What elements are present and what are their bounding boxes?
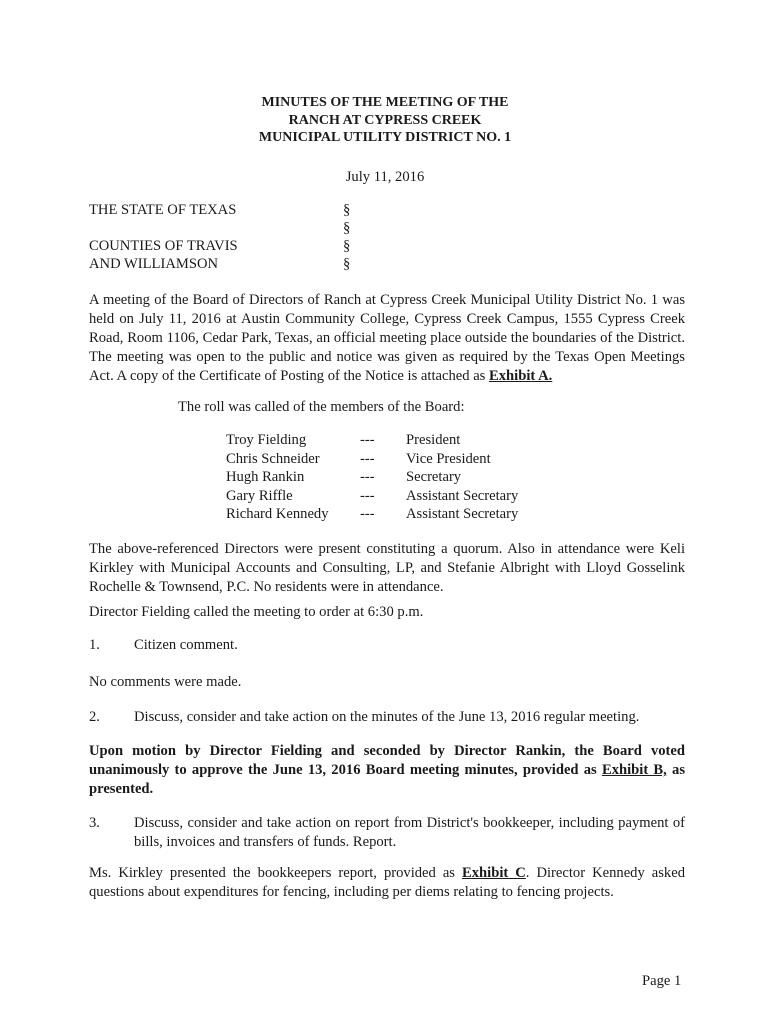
director-name: Richard Kennedy bbox=[226, 506, 329, 522]
section-mark: § bbox=[343, 220, 351, 236]
roll-dash: --- bbox=[360, 469, 375, 485]
exhibit-a-link: Exhibit A. bbox=[489, 368, 553, 384]
agenda-item-number: 3. bbox=[89, 815, 100, 831]
motion-paragraph bbox=[89, 742, 685, 799]
roll-row bbox=[226, 468, 556, 487]
intro-text: A meeting of the Board of Directors of Ranch at Cypress Creek Municipal Utility District No. 1 was held on July 11, 2016 at Austin Community College, Cypress Creek Campus, 1555 Cypress Creek Road, Room 1106, Cedar Park, Texas, an official meeting place outside the boundaries of the District. The meeting was open to the public and notice was given as required by the Texas Open Meetings Act. A copy of the Certificate of Posting of the Notice is attached as bbox=[89, 292, 685, 384]
motion-tail: as presented. bbox=[89, 762, 686, 797]
agenda-item-text: Discuss, consider and take action on report from District's bookkeeper, including payment of bills, invoices and transfers of funds. Report. bbox=[134, 815, 685, 850]
meeting-date: July 11, 2016 bbox=[345, 169, 425, 185]
title-line-1: MINUTES OF THE MEETING OF THE bbox=[261, 95, 509, 110]
kirkley-text-post: . Director Kennedy asked questions about expenditures for fencing, including per diems relating to fencing projects. bbox=[89, 865, 686, 900]
director-name: Gary Riffle bbox=[226, 487, 293, 504]
state-line: THE STATE OF TEXAS bbox=[89, 202, 237, 218]
attendance-paragraph: The above-referenced Directors were present constituting a quorum. Also in attendance were Keli Kirkley with Municipal Accounts and Consulting, LP, and Stefanie Albright with Lloyd Gosselink Rochelle & Townsend, P.C. No residents were in attendance. bbox=[89, 541, 685, 595]
director-name: Troy Fielding bbox=[226, 432, 307, 448]
intro-paragraph bbox=[89, 291, 685, 386]
exhibit-b-link: Exhibit B, bbox=[601, 762, 667, 778]
section-mark: § bbox=[343, 202, 351, 218]
roll-row bbox=[226, 505, 556, 524]
roll-dash: --- bbox=[360, 506, 375, 522]
roll-row bbox=[226, 431, 556, 450]
director-title: President bbox=[406, 432, 461, 448]
agenda-item-number: 1. bbox=[89, 637, 100, 653]
agenda-item-number: 2. bbox=[89, 709, 100, 725]
director-name: Chris Schneider bbox=[226, 450, 320, 467]
director-title: Assistant Secretary bbox=[406, 487, 519, 504]
section-mark: § bbox=[343, 238, 351, 254]
counties-line-2: AND WILLIAMSON bbox=[89, 256, 219, 272]
director-name: Hugh Rankin bbox=[226, 469, 305, 485]
call-to-order: Director Fielding called the meeting to order at 6:30 p.m. bbox=[89, 604, 424, 620]
agenda-item-text: Citizen comment. bbox=[134, 637, 238, 653]
title-line-3: MUNICIPAL UTILITY DISTRICT NO. 1 bbox=[258, 130, 512, 145]
roll-call-intro: The roll was called of the members of the Board: bbox=[178, 399, 465, 415]
section-marks bbox=[343, 201, 363, 273]
roll-dash: --- bbox=[360, 487, 375, 504]
roll-row bbox=[226, 487, 556, 506]
director-title: Vice President bbox=[406, 450, 491, 467]
director-title: Assistant Secretary bbox=[406, 506, 519, 522]
title-line-2: RANCH AT CYPRESS CREEK bbox=[288, 112, 482, 128]
agenda-item-text: Discuss, consider and take action on the minutes of the June 13, 2016 regular meeting. bbox=[134, 709, 640, 725]
roll-dash: --- bbox=[360, 432, 375, 448]
counties-line-1: COUNTIES OF TRAVIS bbox=[89, 238, 238, 254]
bookkeeper-report-paragraph bbox=[89, 864, 685, 902]
exhibit-c-link: Exhibit C bbox=[462, 865, 526, 881]
roll-call-list bbox=[226, 431, 556, 524]
roll-dash: --- bbox=[360, 450, 375, 467]
director-title: Secretary bbox=[406, 469, 462, 485]
no-comments-text: No comments were made. bbox=[89, 674, 242, 690]
page-number: Page 1 bbox=[642, 973, 682, 989]
kirkley-text-pre: Ms. Kirkley presented the bookkeepers report, provided as bbox=[89, 865, 462, 881]
section-mark: § bbox=[343, 256, 351, 272]
document-title bbox=[0, 94, 770, 147]
motion-text: Upon motion by Director Fielding and seconded by Director Rankin, the Board voted unanimously to approve the June 13, 2016 Board meeting minutes, provided as bbox=[89, 743, 685, 778]
roll-row bbox=[226, 450, 556, 469]
